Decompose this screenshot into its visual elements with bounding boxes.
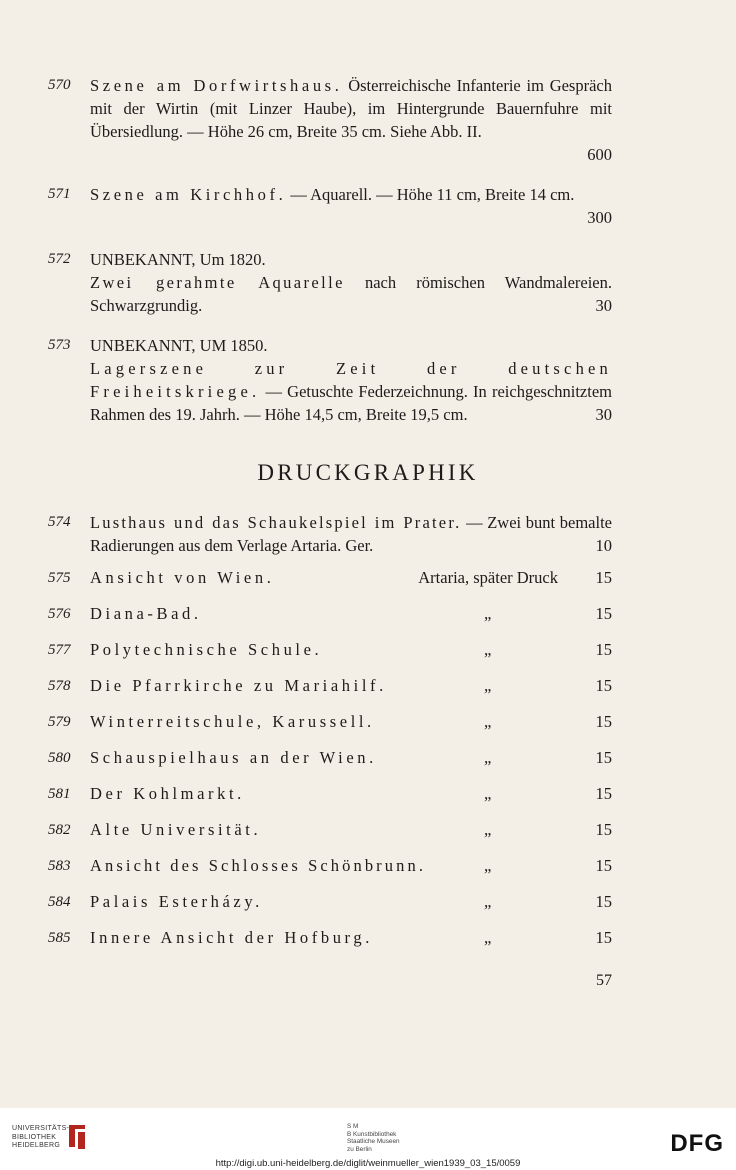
entry-number: 580 bbox=[48, 750, 71, 766]
entry-description: — Getuschte Federzeichnung. In reichgeschnitztem Rahmen des 19. Jahrh. — Höhe 14,5 cm, Breite 19,5 cm. bbox=[90, 382, 612, 424]
stamp-line: Staatliche Museen bbox=[347, 1138, 400, 1146]
ditto-mark: „ bbox=[484, 604, 492, 623]
entry-price: 600 bbox=[587, 145, 612, 164]
catalog-entry-572 bbox=[48, 248, 612, 317]
entry-price: 300 bbox=[587, 208, 612, 227]
entry-price: 15 bbox=[595, 928, 612, 947]
entry-number: 577 bbox=[48, 642, 71, 658]
entry-number: 582 bbox=[48, 822, 71, 838]
entry-price: 15 bbox=[595, 748, 612, 767]
catalog-row-576 bbox=[48, 602, 612, 626]
ditto-mark: „ bbox=[484, 820, 492, 839]
catalog-row-583 bbox=[48, 854, 612, 878]
stamp-line: S M bbox=[347, 1123, 359, 1130]
ditto-mark: „ bbox=[484, 676, 492, 695]
entry-title: Szene am Dorfwirtshaus. bbox=[90, 76, 343, 95]
university-library-logo[interactable] bbox=[12, 1125, 69, 1151]
page-number: 57 bbox=[596, 972, 612, 989]
entry-number: 584 bbox=[48, 894, 71, 910]
entry-description: — Zwei bunt bemalte Radierungen aus dem Verlage Artaria. Ger. bbox=[90, 513, 612, 555]
catalog-row-584 bbox=[48, 890, 612, 914]
entry-title: Palais Esterházy. bbox=[90, 892, 263, 911]
entry-artist: UNBEKANNT, Um 1820. bbox=[90, 250, 266, 269]
entry-number: 579 bbox=[48, 714, 71, 730]
entry-note: Artaria, später Druck bbox=[418, 568, 558, 587]
entry-text bbox=[90, 334, 612, 426]
catalog-row-580 bbox=[48, 746, 612, 770]
catalog-row-581 bbox=[48, 782, 612, 806]
entry-price: 15 bbox=[595, 604, 612, 623]
stamp-line: zu Berlin bbox=[347, 1145, 372, 1153]
logo-line: BIBLIOTHEK bbox=[12, 1133, 57, 1141]
entry-price: 30 bbox=[595, 296, 612, 315]
entry-text bbox=[90, 74, 612, 143]
entry-title: Diana-Bad. bbox=[90, 604, 202, 623]
entry-price: 15 bbox=[595, 712, 612, 731]
entry-description: nach römischen Wandmalereien. Schwarzgrundig. bbox=[90, 273, 612, 315]
entry-number: 585 bbox=[48, 930, 71, 946]
entry-title: Innere Ansicht der Hofburg. bbox=[90, 928, 373, 947]
catalog-entry-574 bbox=[48, 511, 612, 557]
entry-number: 572 bbox=[48, 251, 71, 267]
entry-title: Die Pfarrkirche zu Mariahilf. bbox=[90, 676, 387, 695]
catalog-row-585 bbox=[48, 926, 612, 950]
catalog-row-582 bbox=[48, 818, 612, 842]
entry-number: 571 bbox=[48, 186, 71, 202]
entry-price: 15 bbox=[595, 892, 612, 911]
logo-line: UNIVERSITÄTS- bbox=[12, 1125, 70, 1132]
entry-number: 574 bbox=[48, 514, 71, 530]
entry-text bbox=[90, 511, 612, 557]
entry-title: Lusthaus und das Schaukelspiel im Prater. bbox=[90, 513, 462, 532]
entry-number: 583 bbox=[48, 858, 71, 874]
catalog-row-575 bbox=[48, 566, 612, 590]
ditto-mark: „ bbox=[484, 784, 492, 803]
entry-price: 15 bbox=[595, 784, 612, 803]
catalog-entry-573 bbox=[48, 334, 612, 426]
stamp-line: B Kunstbibliothek bbox=[347, 1130, 397, 1138]
catalog-entry-570 bbox=[48, 74, 612, 164]
catalog-row-577 bbox=[48, 638, 612, 662]
entry-number: 570 bbox=[48, 77, 71, 93]
entry-title: Szene am Kirchhof. bbox=[90, 185, 287, 204]
ditto-mark: „ bbox=[484, 712, 492, 731]
entry-price: 15 bbox=[595, 820, 612, 839]
entry-price: 15 bbox=[595, 640, 612, 659]
catalog-row-578 bbox=[48, 674, 612, 698]
entry-number: 576 bbox=[48, 606, 71, 622]
catalog-row-579 bbox=[48, 710, 612, 734]
entry-price: 15 bbox=[595, 856, 612, 875]
entry-text bbox=[90, 248, 612, 317]
dfg-logo[interactable]: DFG bbox=[670, 1130, 724, 1157]
university-crest-icon bbox=[66, 1123, 88, 1151]
entry-price: 15 bbox=[595, 568, 612, 587]
entry-description: Österreichische Infanterie im Gespräch mit der Wirtin (mit Linzer Haube), im Hintergrunde Bauernfuhre mit Übersiedlung. — Höhe 26 cm, Breite 35 cm. Siehe Abb. II. bbox=[90, 76, 612, 141]
ditto-mark: „ bbox=[484, 856, 492, 875]
ditto-mark: „ bbox=[484, 928, 492, 947]
entry-price: 30 bbox=[595, 405, 612, 424]
entry-number: 578 bbox=[48, 678, 71, 694]
ditto-mark: „ bbox=[484, 748, 492, 767]
entry-text bbox=[90, 183, 612, 206]
museum-stamp bbox=[347, 1123, 400, 1153]
entry-price: 10 bbox=[595, 536, 612, 555]
entry-price: 15 bbox=[595, 676, 612, 695]
ditto-mark: „ bbox=[484, 892, 492, 911]
entry-title: Zwei gerahmte Aquarelle bbox=[90, 273, 345, 292]
entry-title: Ansicht von Wien. bbox=[90, 568, 275, 587]
entry-title: Ansicht des Schlosses Schönbrunn. bbox=[90, 856, 427, 875]
entry-number: 575 bbox=[48, 570, 71, 586]
logo-line: HEIDELBERG bbox=[12, 1142, 61, 1149]
section-heading: DRUCKGRAPHIK bbox=[257, 460, 479, 485]
source-url-link[interactable]: http://digi.ub.uni-heidelberg.de/diglit/weinmueller_wien1939_03_15/0059 bbox=[215, 1158, 521, 1169]
ditto-mark: „ bbox=[484, 640, 492, 659]
entry-number: 581 bbox=[48, 786, 71, 802]
entry-title: Alte Universität. bbox=[90, 820, 262, 839]
entry-title: Winterreitschule, Karussell. bbox=[90, 712, 375, 731]
entry-title: Lagerszene zur Zeit der deutschen Freiheitskriege. bbox=[90, 359, 612, 401]
entry-title: Schauspielhaus an der Wien. bbox=[90, 748, 377, 767]
entry-title: Polytechnische Schule. bbox=[90, 640, 323, 659]
entry-artist: UNBEKANNT, UM 1850. bbox=[90, 336, 268, 355]
entry-title: Der Kohlmarkt. bbox=[90, 784, 245, 803]
catalog-entry-571 bbox=[48, 183, 612, 227]
entry-description: — Aquarell. — Höhe 11 cm, Breite 14 cm. bbox=[286, 185, 575, 204]
entry-number: 573 bbox=[48, 337, 71, 353]
